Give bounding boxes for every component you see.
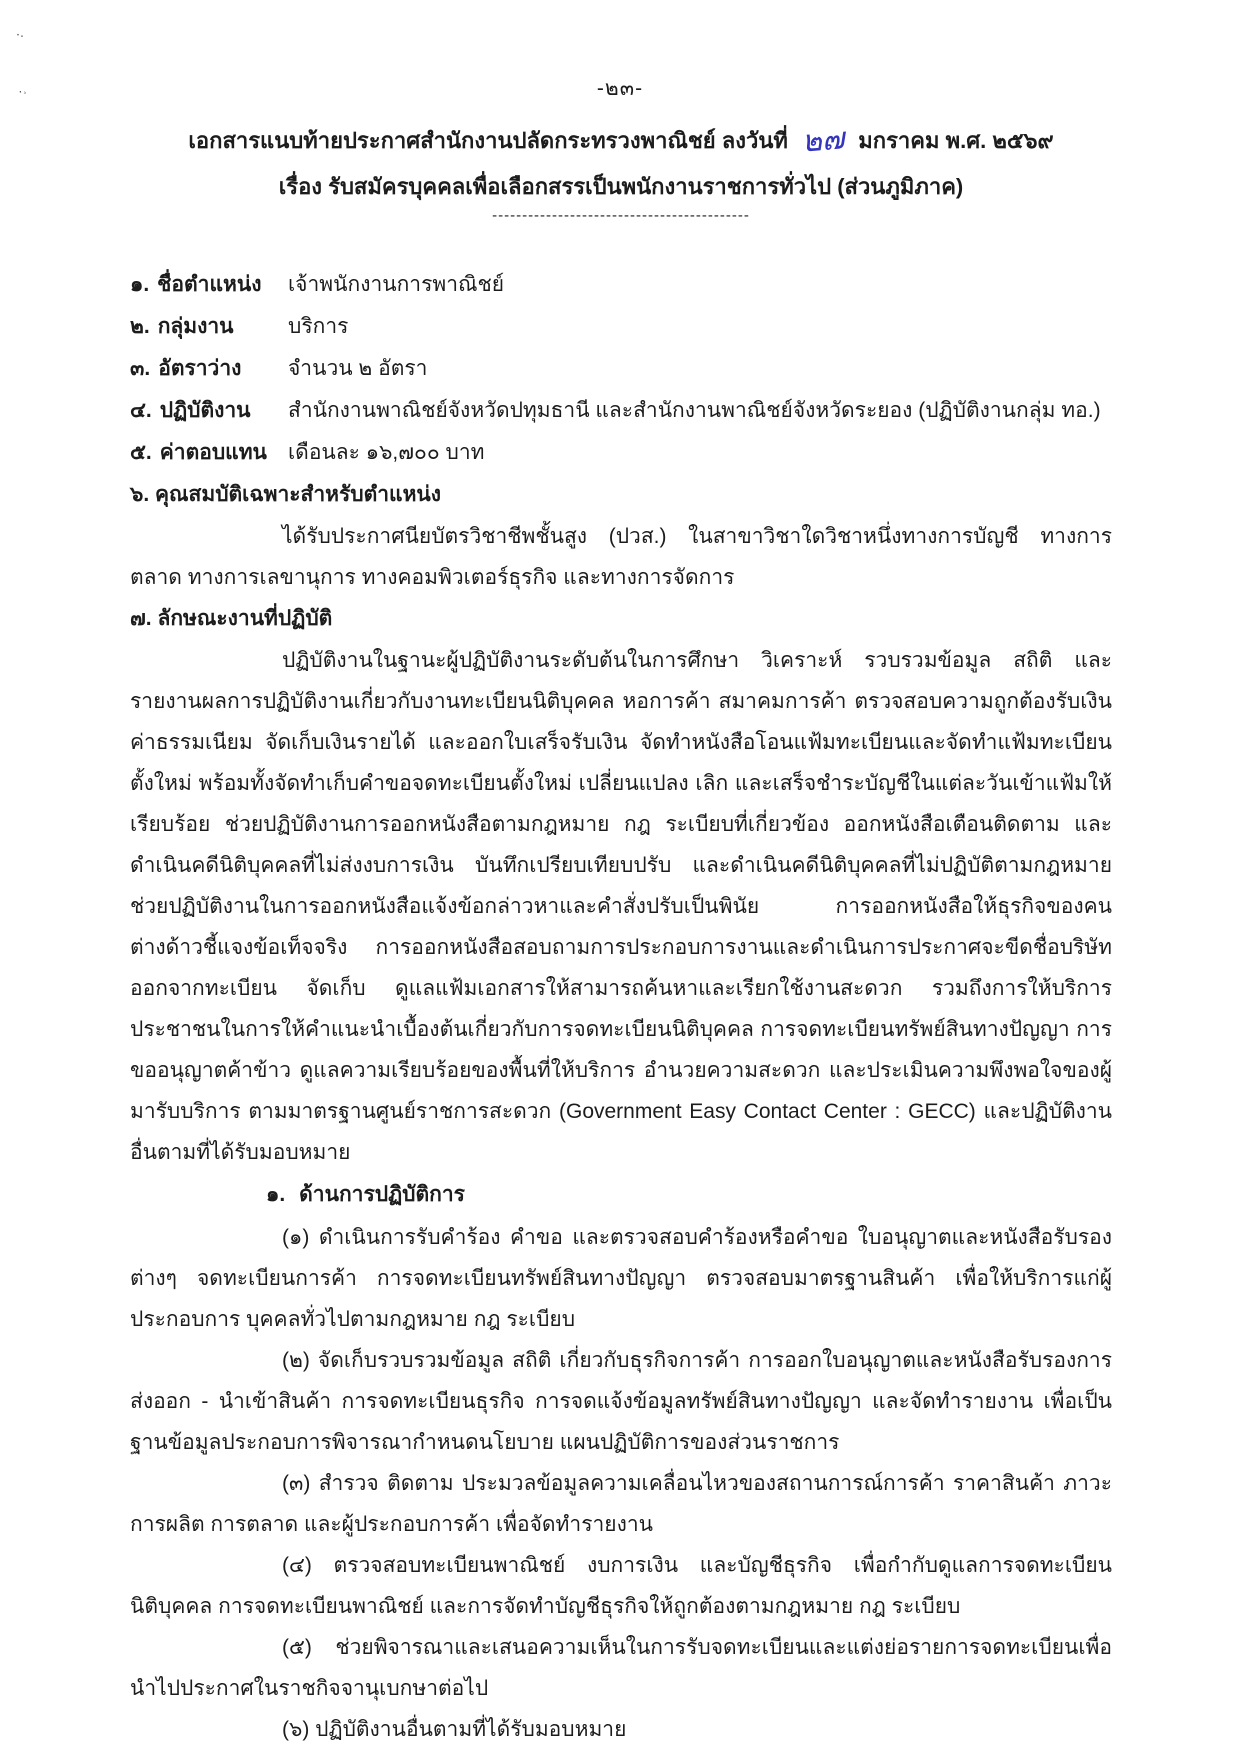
duty-item-2: (๒) จัดเก็บรวบรวมข้อมูล สถิติ เกี่ยวกับธุรกิจการค้า การออกใบอนุญาตและหนังสือรับรองการส่งออก - นำเข้าสินค้า การจดทะเบียนธุรกิจ การจดแจ้งข้อมูลทรัพย์สินทางปัญญา และจัดทำรายงาน เพื่อเป็นฐานข้อมูลประกอบการพิจารณากำหนดนโยบาย แผนปฏิบัติการของส่วนราชการ <box>130 1349 1112 1454</box>
sub-heading-text: ด้านการปฏิบัติการ <box>299 1183 465 1206</box>
duty-item-5: (๕) ช่วยพิจารณาและเสนอความเห็นในการรับจดทะเบียนและแต่งย่อรายการจดทะเบียนเพื่อนำไปประกาศในราชกิจจานุเบกษาต่อไป <box>130 1636 1112 1700</box>
field-label-text: ค่าตอบแทน <box>159 441 267 464</box>
dashed-divider: ------------------------------------------- <box>492 207 750 224</box>
field-value: สำนักงานพาณิชย์จังหวัดปทุมธานี และสำนักงานพาณิชย์จังหวัดระยอง (ปฏิบัติงานกลุ่ม ทอ.) <box>288 399 1101 422</box>
field-value: บริการ <box>288 315 349 338</box>
field-label-text: กลุ่มงาน <box>157 315 234 338</box>
title-line-1-before-date: เอกสารแนบท้ายประกาศสำนักงานปลัดกระทรวงพาณิชย์ ลงวันที่ <box>188 128 788 153</box>
field-number: ๒. <box>130 315 150 338</box>
title-line-2: เรื่อง รับสมัครบุคคลเพื่อเลือกสรรเป็นพนักงานราชการทั่วไป (ส่วนภูมิภาค) <box>278 174 964 199</box>
field-value: จำนวน ๒ อัตรา <box>288 357 428 380</box>
field-number: ๑. <box>130 273 150 296</box>
title-line-1 <box>130 118 1112 164</box>
field-number: ๕. <box>130 441 152 464</box>
field-label-text: อัตราว่าง <box>158 357 242 380</box>
sub-heading-number: ๑. <box>266 1183 286 1206</box>
field-row-position-name <box>130 264 1112 306</box>
field-label <box>130 306 288 348</box>
section-7-heading: ๗. ลักษณะงานที่ปฏิบัติ <box>130 607 333 630</box>
field-label <box>130 432 288 474</box>
field-row-vacancies <box>130 348 1112 390</box>
field-label <box>130 348 288 390</box>
scan-artifact: ·˒ <box>16 82 28 99</box>
document-title <box>130 118 1112 226</box>
handwritten-date: ๒๗ <box>800 122 846 159</box>
duty-item-3: (๓) สำรวจ ติดตาม ประมวลข้อมูลความเคลื่อนไหวของสถานการณ์การค้า ราคาสินค้า ภาวะการผลิต การตลาด และผู้ประกอบการค้า เพื่อจัดทำรายงาน <box>130 1472 1112 1536</box>
field-number: ๔. <box>130 399 152 422</box>
duty-item-6: (๖) ปฏิบัติงานอื่นตามที่ได้รับมอบหมาย <box>282 1718 627 1741</box>
field-label-text: ชื่อตำแหน่ง <box>157 273 262 296</box>
duty-item-4: (๔) ตรวจสอบทะเบียนพาณิชย์ งบการเงิน และบัญชีธุรกิจ เพื่อกำกับดูแลการจดทะเบียนนิติบุคคล การจดทะเบียนพาณิชย์ และการจัดทำบัญชีธุรกิจให้ถูกต้องตามกฎหมาย กฎ ระเบียบ <box>130 1554 1112 1618</box>
field-label <box>130 264 288 306</box>
title-line-1-after-date: มกราคม พ.ศ. ๒๕๖๙ <box>858 128 1054 153</box>
field-value: เจ้าพนักงานการพาณิชย์ <box>288 273 505 296</box>
position-fields <box>130 264 1112 474</box>
duty-item-1: (๑) ดำเนินการรับคำร้อง คำขอ และตรวจสอบคำร้องหรือคำขอ ใบอนุญาตและหนังสือรับรองต่างๆ จดทะเบียนการค้า การจดทะเบียนทรัพย์สินทางปัญญา ตรวจสอบมาตรฐานสินค้า เพื่อให้บริการแก่ผู้ประกอบการ บุคคลทั่วไปตามกฎหมาย กฎ ระเบียบ <box>130 1226 1112 1331</box>
section-7-sub-heading <box>130 1173 1112 1217</box>
field-row-compensation <box>130 432 1112 474</box>
field-number: ๓. <box>130 357 151 380</box>
field-row-work-location <box>130 390 1112 432</box>
page-number: -๒๓- <box>596 77 644 100</box>
section-6-heading: ๖. คุณสมบัติเฉพาะสำหรับตำแหน่ง <box>130 483 442 506</box>
field-label <box>130 390 288 432</box>
scan-artifact: ·· <box>13 25 27 44</box>
document-content <box>130 118 1112 1750</box>
section-6-body: ได้รับประกาศนียบัตรวิชาชีพชั้นสูง (ปวส.) ในสาขาวิชาใดวิชาหนึ่งทางการบัญชี ทางการตลาด ทางการเลขานุการ ทางคอมพิวเตอร์ธุรกิจ และทางการจัดการ <box>130 525 1112 589</box>
field-label-text: ปฏิบัติงาน <box>159 399 251 422</box>
section-7-body: ปฏิบัติงานในฐานะผู้ปฏิบัติงานระดับต้นในการศึกษา วิเคราะห์ รวบรวมข้อมูล สถิติ และรายงานผลการปฏิบัติงานเกี่ยวกับงานทะเบียนนิติบุคคล หอการค้า สมาคมการค้า ตรวจสอบความถูกต้องรับเงินค่าธรรมเนียม จัดเก็บเงินรายได้ และออกใบเสร็จรับเงิน จัดทำหนังสือโอนแฟ้มทะเบียนและจัดทำแฟ้มทะเบียนตั้งใหม่ พร้อมทั้งจัดทำเก็บคำขอจดทะเบียนตั้งใหม่ เปลี่ยนแปลง เลิก และเสร็จชำระบัญชีในแต่ละวันเข้าแฟ้มให้เรียบร้อย ช่วยปฏิบัติงานการออกหนังสือตามกฎหมาย กฎ ระเบียบที่เกี่ยวข้อง ออกหนังสือเตือนติดตาม และดำเนินคดีนิติบุคคลที่ไม่ส่งงบการเงิน บันทึกเปรียบเทียบปรับ และดำเนินคดีนิติบุคคลที่ไม่ปฏิบัติตามกฎหมาย ช่วยปฏิบัติงานในการออกหนังสือแจ้งข้อกล่าวหาและคำสั่งปรับเป็นพินัย การออกหนังสือให้ธุรกิจของคนต่างด้าวชี้แจงข้อเท็จจริง การออกหนังสือสอบถามการประกอบการงานและดำเนินการประกาศจะขีดชื่อบริษัทออกจากทะเบียน จัดเก็บ ดูแลแฟ้มเอกสารให้สามารถค้นหาและเรียกใช้งานสะดวก รวมถึงการให้บริการประชาชนในการให้คำแนะนำเบื้องต้นเกี่ยวกับการจดทะเบียนนิติบุคคล การจดทะเบียนทรัพย์สินทางปัญญา การขออนุญาตค้าข้าว ดูแลความเรียบร้อยของพื้นที่ให้บริการ อำนวยความสะดวก และประเมินความพึงพอใจของผู้มารับบริการ ตามมาตรฐานศูนย์ราชการสะดวก (Government Easy Contact Center : GECC) และปฏิบัติงานอื่นตามที่ได้รับมอบหมาย <box>130 649 1112 1164</box>
field-value: เดือนละ ๑๖,๗๐๐ บาท <box>288 441 485 464</box>
field-row-work-group <box>130 306 1112 348</box>
